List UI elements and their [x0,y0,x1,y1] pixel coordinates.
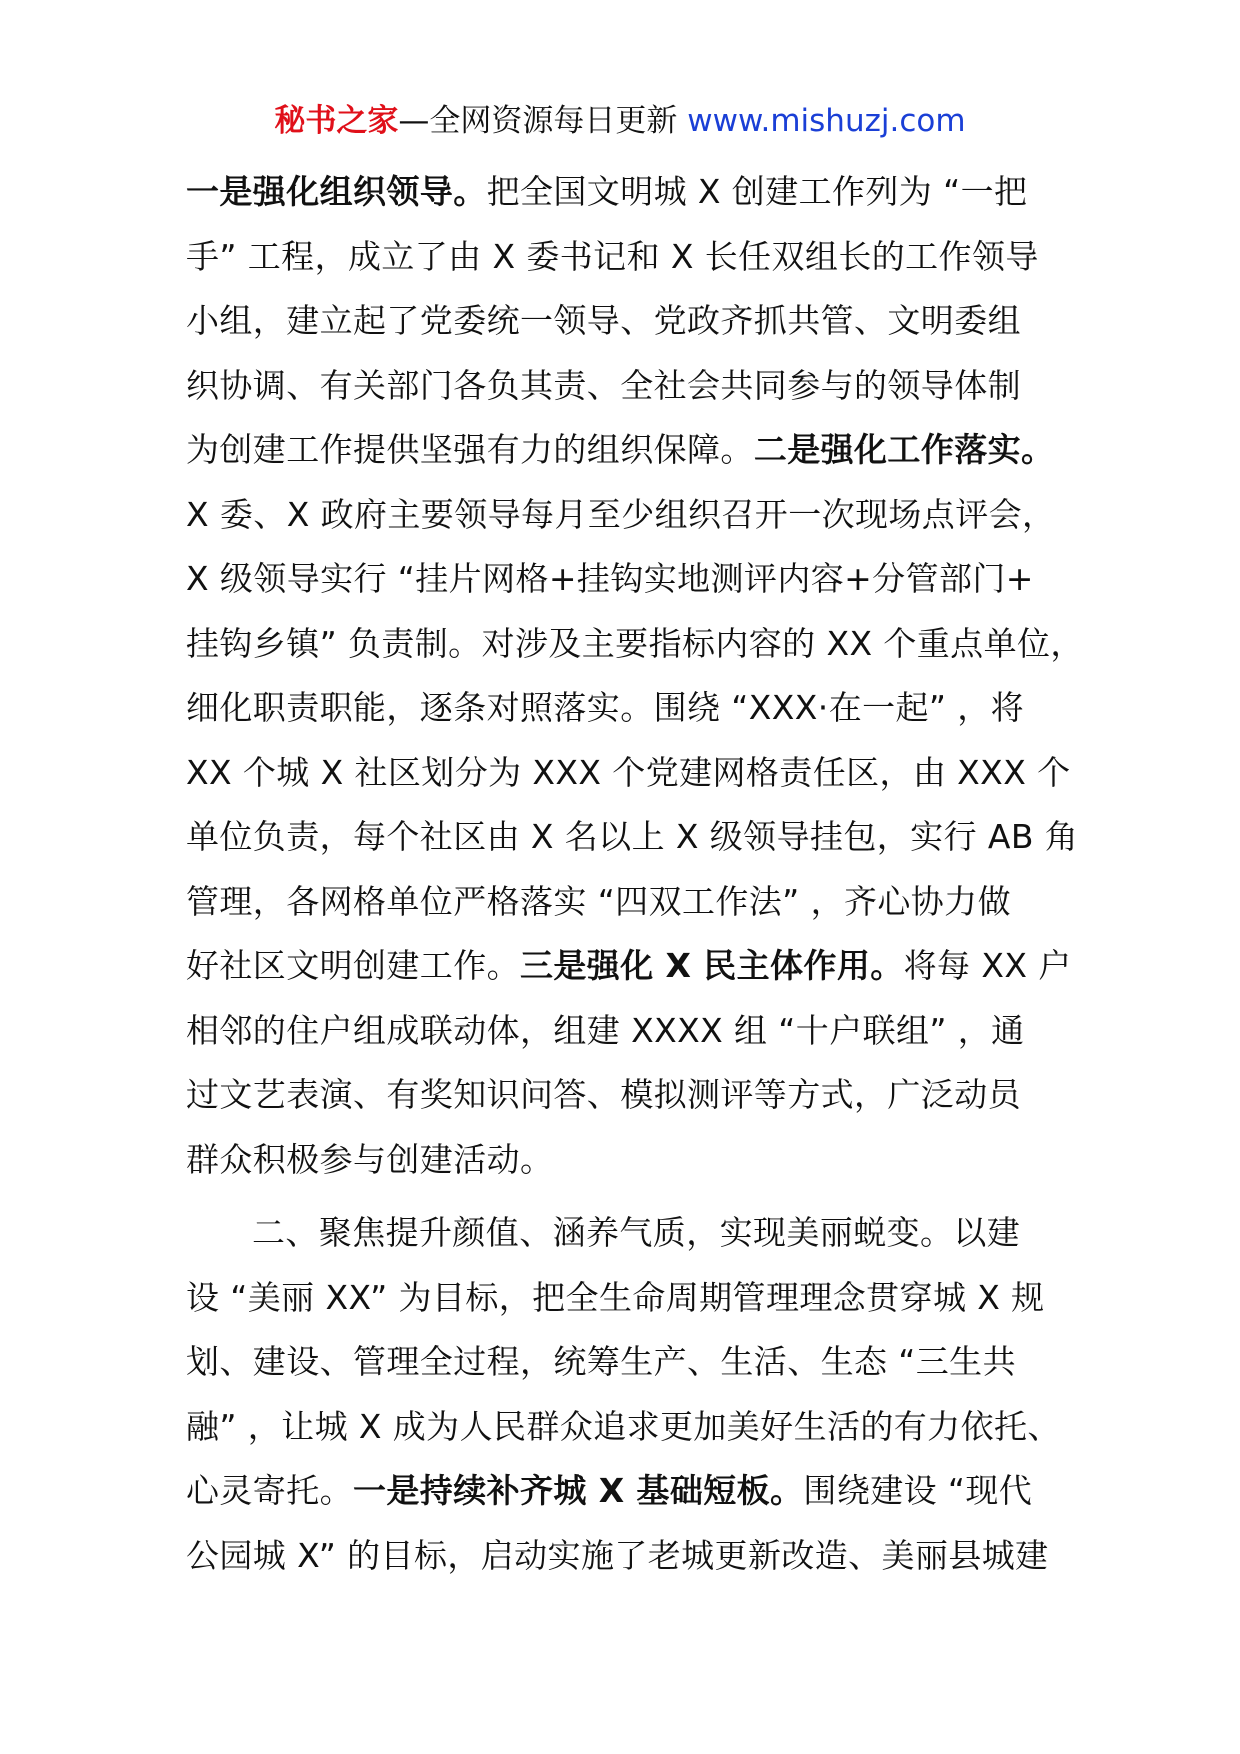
text-span: 织协调、有关部门各负其责、全社会共同参与的领导体制 [186,365,1021,405]
document-body [186,160,1086,1588]
text-line [186,547,1086,612]
text-line [186,289,1086,354]
text-line [186,1063,1086,1128]
text-line [186,934,1086,999]
bold-heading-span: 一是持续补齐城 X 基础短板。 [353,1471,804,1510]
bold-heading-span: 一是强化组织领导。 [186,172,487,211]
text-span: 挂钩乡镇” 负责制。对涉及主要指标内容的 XX 个重点单位， [186,623,1084,663]
text-span: 划、建设、管理全过程，统筹生产、生活、生态 “三生共 [186,1342,1016,1381]
text-line [186,676,1086,741]
text-span: 公园城 X” 的目标，启动实施了老城更新改造、美丽县城建 [186,1535,1049,1575]
text-span: 把全国文明城 X 创建工作列为 “一把 [486,172,1028,211]
text-line [186,1266,1086,1331]
header-tagline: —全网资源每日更新 [398,103,678,139]
text-line [186,354,1086,419]
text-span: 细化职责职能，逐条对照落实。围绕 “XXX·在一起” ，将 [186,688,1025,727]
text-line [186,999,1086,1064]
text-line [186,1330,1086,1395]
text-span: 设 “美丽 XX” 为目标，把全生命周期管理理念贯穿城 X 规 [186,1277,1045,1317]
text-span: 二、聚焦提升颜值、涵养气质，实现美丽蜕变。以建 [252,1213,1021,1252]
text-line [186,805,1086,870]
bold-heading-span: 二是强化工作落实。 [753,430,1055,469]
page-header [0,100,1240,142]
text-span: 单位负责，每个社区由 X 名以上 X 级领导挂包，实行 AB 角 [186,817,1079,856]
text-line [186,1395,1086,1460]
text-line [186,741,1086,806]
text-span: 管理，各网格单位严格落实 “四双工作法” ，齐心协力做 [186,881,1011,921]
text-line [186,483,1086,548]
text-span: 小组，建立起了党委统一领导、党政齐抓共管、文明委组 [186,301,1021,340]
text-span: 融” ，让城 X 成为人民群众追求更加美好生活的有力依托、 [186,1406,1061,1446]
text-span: 为创建工作提供坚强有力的组织保障。 [186,430,754,469]
site-url[interactable]: www.mishuzj.com [677,103,966,139]
text-span: 过文艺表演、有奖知识问答、模拟测评等方式，广泛动员 [186,1075,1021,1114]
text-span: 心灵寄托。 [186,1471,353,1510]
text-line [186,225,1086,290]
text-line [186,418,1086,483]
text-span: 围绕建设 “现代 [803,1471,1033,1510]
text-line [186,160,1086,225]
text-line [186,1128,1086,1193]
text-span: 手” 工程，成立了由 X 委书记和 X 长任双组长的工作领导 [186,236,1039,276]
text-span: 相邻的住户组成联动体，组建 XXXX 组 “十户联组” ，通 [186,1010,1025,1050]
text-line [186,1524,1086,1589]
bold-heading-span: 三是强化 X 民主体作用。 [520,946,904,985]
text-span: 好社区文明创建工作。 [186,946,520,985]
text-line [186,1201,1086,1266]
text-span: XX 个城 X 社区划分为 XXX 个党建网格责任区，由 XXX 个 [186,752,1071,792]
text-span: 群众积极参与创建活动。 [186,1139,554,1179]
brand-name: 秘书之家 [274,103,399,139]
text-span: 将每 XX 户 [903,946,1072,985]
text-line [186,1459,1086,1524]
text-span: X 委、X 政府主要领导每月至少组织召开一次现场点评会， [186,494,1056,534]
text-line [186,612,1086,677]
text-span: X 级领导实行 “挂片网格+挂钩实地测评内容+分管部门+ [186,559,1034,598]
text-line [186,870,1086,935]
